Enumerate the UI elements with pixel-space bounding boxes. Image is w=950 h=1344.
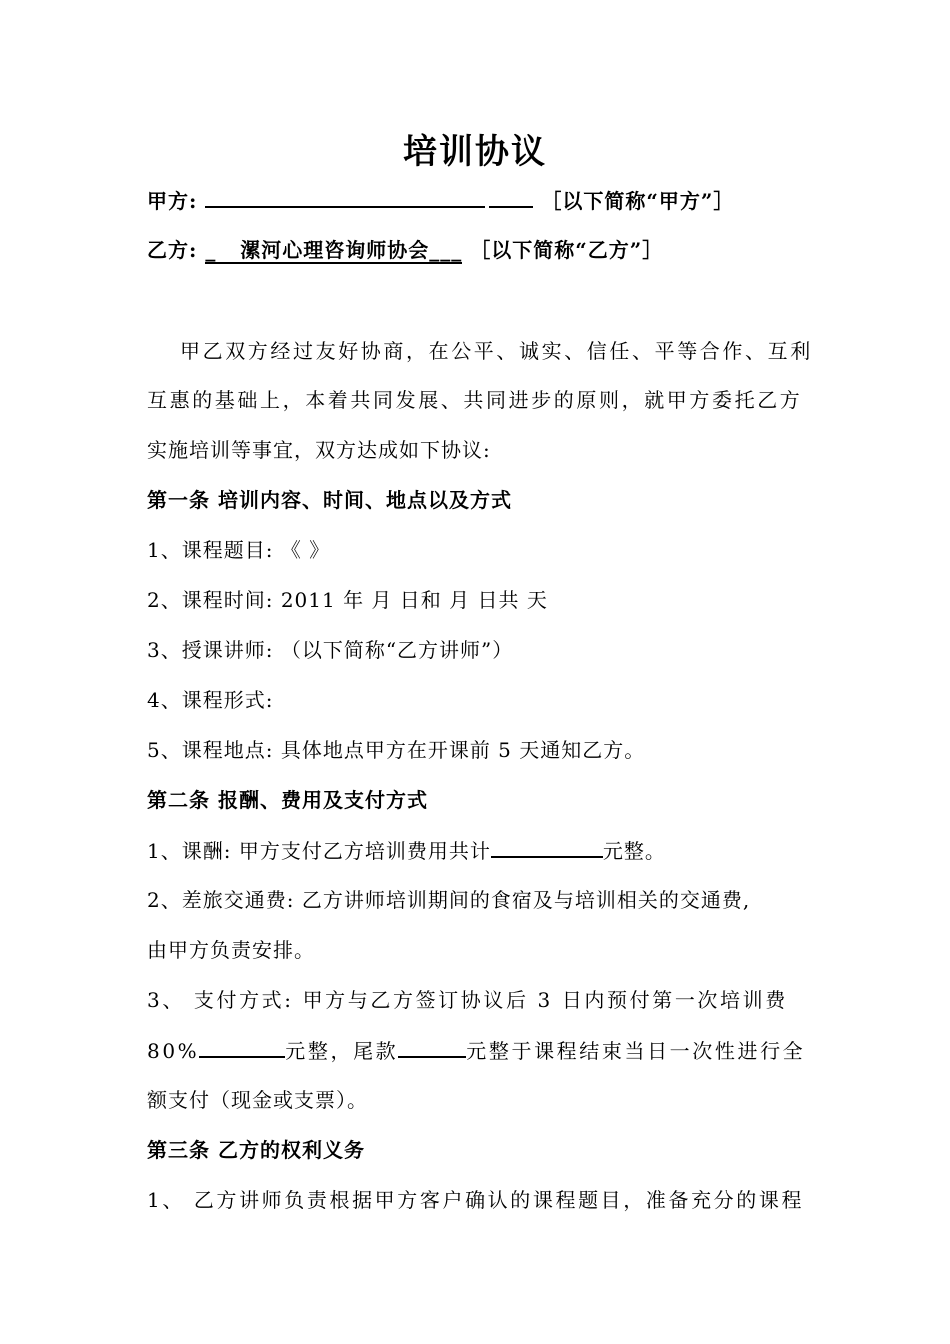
article-2-item-3-line-1: 3、 支付方式: 甲方与乙方签订协议后 3 日内预付第一次培训费 <box>147 988 788 1012</box>
party-b-name: 漯河心理咨询师协会 <box>240 238 430 262</box>
article-2-item-2-line-2: 由甲方负责安排。 <box>147 938 315 962</box>
intro-line-1: 甲乙双方经过友好协商，在公平、诚实、信任、平等合作、互利 <box>180 339 813 363</box>
article-1-item-1: 1、课程题目: 《 》 <box>147 538 331 562</box>
article-1-item-2: 2、课程时间: 2011 年 月 日和 月 日共 天 <box>147 588 548 612</box>
article-1-item-3: 3、授课讲师: （以下简称“乙方讲师”） <box>147 638 514 662</box>
document-title: 培训协议 <box>403 132 547 172</box>
article-2-item-2-line-1: 2、差旅交通费: 乙方讲师培训期间的食宿及与培训相关的交通费, <box>147 888 751 912</box>
prepay-blank <box>199 1036 285 1058</box>
article-1-heading: 第一条 培训内容、时间、地点以及方式 <box>147 488 512 512</box>
article-2-heading: 第二条 报酬、费用及支付方式 <box>147 788 428 812</box>
article-3-heading: 第三条 乙方的权利义务 <box>147 1138 365 1162</box>
intro-line-3: 实施培训等事宜，双方达成如下协议: <box>147 438 491 462</box>
article-3-item-1: 1、 乙方讲师负责根据甲方客户确认的课程题目，准备充分的课程 <box>147 1188 805 1212</box>
article-1-item-4: 4、课程形式: <box>147 688 274 712</box>
party-b-suffix: ［以下简称“乙方”］ <box>470 238 664 262</box>
article-2-item-3-line-3: 额支付（现金或支票）。 <box>147 1088 368 1112</box>
intro-line-2: 互惠的基础上，本着共同发展、共同进步的原则，就甲方委托乙方 <box>147 388 803 412</box>
fee-blank <box>491 836 603 858</box>
article-2-item-1: 1、课酬: 甲方支付乙方培训费用共计 元整。 <box>147 836 666 865</box>
party-b-label: 乙方: <box>147 238 198 262</box>
party-b-line: 乙方: _ 漯河心理咨询师协会___ ［以下简称“乙方”］ <box>147 238 664 262</box>
party-a-label: 甲方: <box>147 189 198 213</box>
article-2-item-3-line-2: 80% 元整，尾款 元整于课程结束当日一次性进行全 <box>147 1036 805 1065</box>
balance-blank <box>398 1036 466 1058</box>
party-a-name-blank <box>205 186 485 208</box>
party-a-suffix: ［以下简称“甲方”］ <box>541 189 735 213</box>
article-1-item-5: 5、课程地点: 具体地点甲方在开课前 5 天通知乙方。 <box>147 738 646 762</box>
party-a-line <box>147 186 734 215</box>
